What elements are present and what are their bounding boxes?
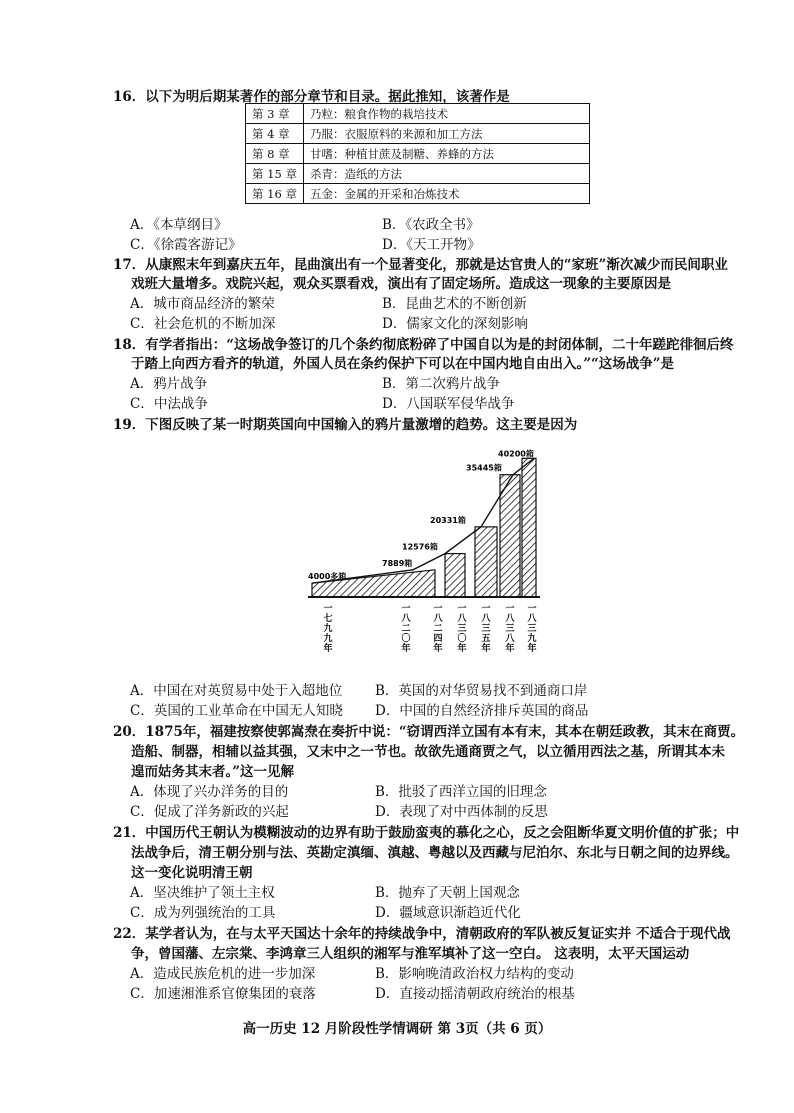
option-c[interactable]: C．社会危机的不断加深 xyxy=(130,316,276,332)
q19-stem: 19．下图反映了某一时期英国向中国输入的鸦片量激增的趋势。这主要是因为 xyxy=(113,417,578,433)
q22-stem-line: 22．某学者认为，在与太平天国达十余年的持续战争中，清朝政府的军队被反复证实并 不适合于现代战 xyxy=(113,926,731,942)
table-cell: 第 4 章 xyxy=(246,124,304,144)
option-b[interactable]: B．昆曲艺术的不断创新 xyxy=(382,296,527,312)
option-c[interactable]: C．成为列强统治的工具 xyxy=(130,905,276,921)
option-d[interactable]: D．直接动摇清朝政府统治的根基 xyxy=(375,986,575,1002)
option-b[interactable]: B．《农政全书》 xyxy=(382,217,480,233)
option-c[interactable]: C．中法战争 xyxy=(130,396,208,412)
x-tick-label: 一八三八年 xyxy=(505,604,515,654)
x-tick-label: 一八三五年 xyxy=(481,604,491,654)
table-cell: 乃粒：粮食作物的栽培技术 xyxy=(303,104,589,124)
q21-stem-line: 法战争后，清王朝分别与法、英勘定滇缅、滇越、粤越以及西藏与尼泊尔、东北与日朝之间的边界线。 xyxy=(131,845,739,861)
x-tick-label: 一八三〇年 xyxy=(457,604,467,654)
q18-stem-line: 于踏上向西方看齐的轨道，外国人员在条约保护下可以在中国内地自由出入。”“这场战争”是 xyxy=(131,356,675,372)
option-a[interactable]: A．体现了兴办洋务的目的 xyxy=(130,784,289,800)
table-cell: 杀青：造纸的方法 xyxy=(303,164,589,184)
bar xyxy=(475,527,497,597)
q20-stem-line: 造船、制器，相辅以益其强，又末中之一节也。故欲先通商贾之气，以立循用西法之基，所谓其本未 xyxy=(131,744,725,760)
option-b[interactable]: B．抛弃了天朝上国观念 xyxy=(375,885,520,901)
option-d[interactable]: D．八国联军侵华战争 xyxy=(382,396,515,412)
q17-stem-line: 戏班大量增多。戏院兴起，观众买票看戏，演出有了固定场所。造成这一现象的主要原因是 xyxy=(131,276,671,292)
option-a[interactable]: A．鸦片战争 xyxy=(130,376,208,392)
option-b[interactable]: B．影响晚清政治权力结构的变动 xyxy=(375,966,574,982)
opium-import-chart xyxy=(290,448,560,670)
table-cell: 第 8 章 xyxy=(246,144,304,164)
data-label: 12576箱 xyxy=(402,542,438,552)
option-a[interactable]: A．中国在对英贸易中处于入超地位 xyxy=(130,683,343,699)
table-cell: 第 15 章 xyxy=(246,164,304,184)
option-a[interactable]: A．造成民族危机的进一步加深 xyxy=(130,966,316,982)
q17-stem-line: 17．从康熙末年到嘉庆五年，昆曲演出有一个显著变化，那就是达官贵人的“家班”渐次减少而民间职业 xyxy=(113,257,728,273)
option-b[interactable]: B．英国的对华贸易找不到通商口岸 xyxy=(375,683,588,699)
table-cell: 第 3 章 xyxy=(246,104,304,124)
data-label: 40200箱 xyxy=(498,449,534,459)
data-label: 7889箱 xyxy=(382,558,413,568)
bar xyxy=(522,458,536,597)
option-b[interactable]: B．批驳了西洋立国的旧理念 xyxy=(375,784,547,800)
table-cell: 五金：金属的开采和冶炼技术 xyxy=(303,184,589,204)
option-a[interactable]: A．《本草纲目》 xyxy=(130,217,228,233)
option-d[interactable]: D．儒家文化的深刻影响 xyxy=(382,316,528,332)
option-c[interactable]: C．《徐霞客游记》 xyxy=(130,237,242,253)
x-tick-label: 一七九九年 xyxy=(323,604,333,654)
data-label: 20331箱 xyxy=(430,515,466,525)
data-label: 35445箱 xyxy=(466,463,502,473)
option-a[interactable]: A．城市商品经济的繁荣 xyxy=(130,296,275,312)
data-label: 4000多箱 xyxy=(308,572,347,582)
option-d[interactable]: D．表现了对中西体制的反思 xyxy=(375,804,548,820)
option-d[interactable]: D．《天工开物》 xyxy=(382,237,481,253)
option-c[interactable]: C．英国的工业革命在中国无人知晓 xyxy=(130,703,343,719)
q16-table xyxy=(245,103,590,204)
q21-stem-line: 这一变化说明清王朝 xyxy=(131,865,253,881)
q21-stem-line: 21．中国历代王朝认为模糊波动的边界有助于鼓励蛮夷的慕化之心，反之会阻断华夏文明价值的扩张；中 xyxy=(113,825,740,841)
option-c[interactable]: C．促成了洋务新政的兴起 xyxy=(130,804,289,820)
q20-stem-line: 遑而姑务其末者。”这一见解 xyxy=(131,764,295,780)
x-tick-label: 一八二四年 xyxy=(433,604,443,654)
option-d[interactable]: D．疆域意识渐趋近代化 xyxy=(375,905,521,921)
q22-stem-line: 争，曾国藩、左宗棠、李鸿章三人组织的湘军与淮军填补了这一空白。 这表明，太平天国运动 xyxy=(131,946,690,962)
q18-stem-line: 18．有学者指出：“这场战争签订的几个条约彻底粉碎了中国自以为是的封闭体制，二十年蹉跎徘徊后终 xyxy=(113,337,734,353)
x-tick-label: 一八三九年 xyxy=(527,604,537,654)
page-footer: 高一历史 12 月阶段性学情调研 第 3页（共 6 页） xyxy=(242,1021,552,1037)
q20-stem-line: 20．1875年，福建按察使郭嵩焘在奏折中说：“窃谓西洋立国有本有末，其本在朝廷政教，其末在商贾。 xyxy=(113,724,745,740)
table-cell: 甘嗜：种植甘蔗及制糖、养蜂的方法 xyxy=(303,144,589,164)
table-cell: 第 16 章 xyxy=(246,184,304,204)
x-tick-label: 一八二〇年 xyxy=(401,604,411,654)
option-c[interactable]: C．加速湘淮系官僚集团的衰落 xyxy=(130,986,316,1002)
q16-stem: 16．以下为明后期某著作的部分章节和目录。据此推知，该著作是 xyxy=(113,89,510,105)
table-cell: 乃服：衣服原料的来源和加工方法 xyxy=(303,124,589,144)
bar xyxy=(500,475,520,597)
option-d[interactable]: D．中国的自然经济排斥英国的商品 xyxy=(375,703,589,719)
bar xyxy=(445,554,465,597)
option-a[interactable]: A．坚决维护了领土主权 xyxy=(130,885,275,901)
option-b[interactable]: B．第二次鸦片战争 xyxy=(382,376,500,392)
